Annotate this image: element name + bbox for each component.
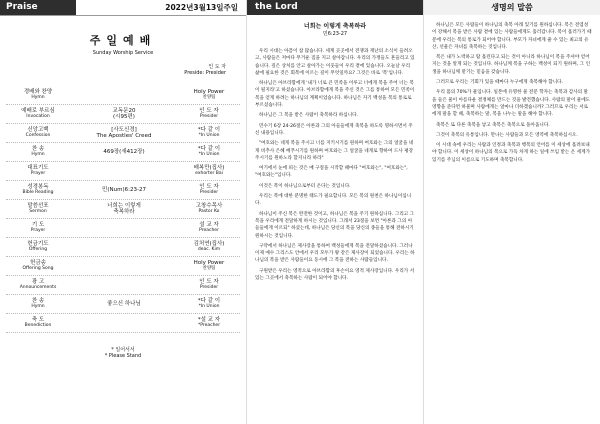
order-item-name-en: Announcements bbox=[19, 285, 57, 290]
order-item-detail-text: 좋으신 하나님 bbox=[107, 300, 141, 307]
order-item-name-text: 축 도 bbox=[31, 316, 45, 323]
order-item-name-text: 헌금기도 bbox=[27, 240, 49, 247]
order-item-leader-text: 설 교 자 bbox=[199, 221, 219, 228]
order-of-service bbox=[6, 86, 240, 333]
life-word-paragraph: 우리 몸의 70%가 물입니다. 일본에 유명한 물 전문 학자는 축복과 감사의 말을 들은 물이 아름다운 결정체를 만드는 것을 발견했습니다. 사람의 말이 물에도 영향을 준다면 하물며 사람에게는 얼마나 더하겠습니까? 그러므로 우리는 서로에게 말을 할 때, 축복하는 말, 복을 나누는 말을 해야 합니다. bbox=[432, 90, 591, 118]
order-item-name-text: 찬 송 bbox=[31, 297, 45, 304]
order-item-leader bbox=[178, 89, 240, 102]
sermon-paragraph: 우리는 복에 대한 분명한 태도가 필요합니다. 모든 복의 원천은 하나님이십니다. bbox=[255, 194, 412, 207]
order-item-detail bbox=[70, 127, 178, 140]
life-word-column bbox=[423, 0, 600, 424]
order-item-leader-en: *Preacher bbox=[197, 323, 221, 328]
sermon-paragraph: 우리 시대는 아픔이 참 많습니다. 세계 곳곳에서 전쟁과 재난의 소식이 들려오고, 사람들은 저마다 무거운 짐을 지고 살아갑니다. 우리의 가정들도 흔들리고 있습니다. 깊은 상처를 안고 살아가는 이웃들이 우리 곁에 있습니다. 오늘날 우리 삶에 필요한 것은 회복에 이르는 길이 무엇일까요? 그것은 바로 '복'입니다. bbox=[255, 49, 415, 76]
presider-top bbox=[6, 64, 240, 76]
order-item-name bbox=[6, 222, 70, 235]
order-item-leader bbox=[178, 260, 240, 273]
order-item-leader-text: *다 같 이 bbox=[197, 297, 221, 304]
order-item-name bbox=[6, 298, 70, 311]
order-item-name bbox=[6, 260, 70, 273]
order-item-leader-text: *다 같 이 bbox=[197, 145, 221, 152]
order-item-leader bbox=[178, 165, 240, 178]
order-item-leader-en: Preacher bbox=[199, 228, 219, 233]
sermon-paragraph: 이것은 복이 하나님으로부터 온다는 것입니다. bbox=[259, 183, 351, 189]
order-item-detail bbox=[70, 203, 178, 216]
order-item-name-en: Confession bbox=[25, 133, 51, 138]
presider-top-ko: 인 도 자 bbox=[208, 64, 226, 70]
life-word-paragraph: 그것이 축복의 유통입니다. 만나는 사람들과 모든 영역에 축복하십시오. bbox=[436, 132, 578, 138]
life-word-paragraph: 축복은 또 다른 축복을 낳고 축복은 축복으로 돌아옵니다. bbox=[436, 122, 550, 128]
order-item-leader-en: 찬양팀 bbox=[202, 95, 216, 100]
order-item-leader-en: Presider bbox=[199, 190, 219, 195]
sermon-body bbox=[247, 41, 423, 282]
praise-label: Praise bbox=[0, 0, 76, 15]
order-item-name-en: Invocation bbox=[26, 114, 50, 119]
order-item-leader bbox=[178, 108, 240, 121]
sermon-column bbox=[246, 0, 423, 424]
sermon-paragraph: 여기에서 눈에 띄는 것은 매 구절을 시작할 때마다 "여호와는", "여호와는", "여호와는"입니다. bbox=[255, 166, 408, 179]
order-item-name bbox=[6, 127, 70, 140]
order-item-leader-en: Pastor Ko bbox=[198, 209, 220, 214]
order-item-detail bbox=[70, 149, 178, 156]
order-item-name-text: 기 도 bbox=[31, 221, 45, 228]
praise-header bbox=[0, 0, 246, 16]
order-item-leader bbox=[178, 298, 240, 311]
order-item-detail-text: [사도신경] The Apostles' Creed bbox=[96, 126, 152, 139]
order-item-leader-en: Presider bbox=[199, 114, 219, 119]
order-item-leader bbox=[178, 241, 240, 254]
order-item-detail-text: 민(Num)6:23-27 bbox=[102, 186, 146, 193]
order-item-name-text: 광 고 bbox=[31, 278, 45, 285]
presider-top-en: Preside: Presider bbox=[184, 70, 226, 76]
order-item-name-en: Offering Song bbox=[22, 266, 54, 271]
sermon-title: 너희는 이렇게 축복하라 bbox=[303, 23, 367, 30]
order-item-leader-en: *In Union bbox=[198, 133, 220, 138]
order-item-leader bbox=[178, 184, 240, 197]
order-item-leader bbox=[178, 317, 240, 330]
order-item-leader-text: 김처연(집사) bbox=[193, 240, 225, 247]
order-item-name bbox=[6, 165, 70, 178]
order-row bbox=[6, 181, 240, 200]
order-item-leader-text: *설 교 자 bbox=[197, 316, 221, 323]
order-item-name-en: Bible Reading bbox=[22, 190, 54, 195]
order-item-name-en: Prayer bbox=[30, 171, 46, 176]
order-item-name-text: 신앙고백 bbox=[27, 126, 49, 133]
order-item-leader-en: deac. Kim bbox=[197, 247, 221, 252]
order-item-leader-text: 인 도 자 bbox=[199, 278, 219, 285]
order-row bbox=[6, 314, 240, 333]
order-row bbox=[6, 295, 240, 314]
order-item-leader-text: Holy Power bbox=[193, 259, 225, 266]
stand-note-en: * Please Stand bbox=[104, 353, 142, 359]
order-item-name-text: 찬 송 bbox=[31, 145, 45, 152]
sermon-paragraph: "여호와는 네게 복을 주시고 너를 지키시기를 원하며 여호와는 그의 얼굴을 네게 비추사 은혜 베푸시기를 원하며 여호와는 그 얼굴을 네게로 향하여 드사 평강 주시기를 원하노라 할지니라 하라" bbox=[255, 141, 414, 161]
order-item-name-en: Sermon bbox=[29, 209, 47, 214]
lord-label: the Lord bbox=[247, 0, 423, 15]
service-date: 2022년3월13일주일 bbox=[165, 3, 238, 12]
sermon-paragraph: 민수기 6장 24-26절은 아론과 그의 아들들에게 축복을 하도록 명하시면서 주신 내용입니다. bbox=[255, 123, 413, 136]
order-row bbox=[6, 276, 240, 295]
order-item-name bbox=[6, 89, 70, 102]
order-item-name-en: Hymn bbox=[31, 95, 45, 100]
stand-note bbox=[6, 347, 240, 359]
order-item-leader bbox=[178, 222, 240, 235]
service-subtitle: Sunday Worship Service bbox=[92, 50, 154, 56]
order-item-name bbox=[6, 317, 70, 330]
order-item-leader-en: 찬양팀 bbox=[202, 266, 216, 271]
order-item-detail bbox=[70, 301, 178, 308]
order-item-leader-en: exhorter Bai bbox=[195, 171, 223, 176]
order-item-name bbox=[6, 203, 70, 216]
life-word-title: 생명의 말씀 bbox=[424, 0, 600, 15]
order-item-detail-text: 너희는 이렇게 축복하라 bbox=[107, 202, 141, 215]
service-title: 주일예배 bbox=[89, 34, 157, 47]
sermon-paragraph: 구원받은 우리는 영적으로 아브라함의 후손이요 영적 제사장입니다. 우리가 서 있는 그곳에서 축복하는 사람이 되어야 합니다. bbox=[255, 268, 415, 282]
order-item-detail-text: 469장(새412장) bbox=[103, 148, 145, 155]
order-item-name bbox=[6, 146, 70, 159]
order-item-detail-text: 교독문20 (시95편) bbox=[112, 107, 136, 120]
order-item-leader-en: Presider bbox=[199, 285, 219, 290]
stand-note-ko: * 일어서서 bbox=[111, 347, 135, 353]
order-item-leader-text: 인 도 자 bbox=[199, 107, 219, 114]
order-item-leader-text: Holy Power bbox=[193, 88, 225, 95]
order-row bbox=[6, 200, 240, 219]
order-row bbox=[6, 257, 240, 276]
life-word-paragraph: 하나님은 모든 사람들이 하나님의 축복 아래 있기를 원하십니다. 복은 전염성이 강해서 복을 받은 사람 곁에 있는 사람들에게도 흘러갑니다. 복이 흘러가기 때문에 우리는 복의 통로가 되어야 합니다. 부모가 자녀에게 줄 수 있는 최고의 유산, 선물은 자녀를 축복하는 것입니다. bbox=[432, 23, 592, 50]
order-row bbox=[6, 86, 240, 105]
order-row bbox=[6, 219, 240, 238]
order-item-name-text: 성경봉독 bbox=[27, 183, 49, 190]
life-word-body bbox=[424, 15, 600, 164]
sermon-paragraph: 하나님은 아브라함에게 '내가 너로 큰 민족을 이루고 너에게 복을 주어 너는 복이 될지라'고 하셨습니다. 아브라함에게 복을 주신 것은 그를 통하여 모든 민족이 복을 얻게 하려는 하나님의 계획이었습니다. 하나님은 자기 백성을 복의 통로로 부르셨습니다. bbox=[255, 81, 415, 109]
order-item-leader-text: *다 같 이 bbox=[197, 126, 221, 133]
order-item-name-text: 헌금송 bbox=[30, 259, 46, 266]
order-item-leader bbox=[178, 146, 240, 159]
order-item-name bbox=[6, 241, 70, 254]
order-item-leader bbox=[178, 279, 240, 292]
order-item-name-en: Prayer bbox=[30, 228, 46, 233]
order-row bbox=[6, 105, 240, 124]
order-item-name-text: 예배로 부르심 bbox=[21, 107, 55, 114]
order-item-name bbox=[6, 184, 70, 197]
order-item-detail bbox=[70, 187, 178, 194]
sermon-paragraph: 하나님이 주신 복은 완전한 것이고, 하나님은 복을 주기 원하십니다. 그리고 그 복을 우리에게 전달하게 하시는 것입니다. 그래서 23절을 보면 "아론과 그의 아들들에게 이르되" 하셨는데, 하나님은 당신의 복을 당신의 종들을 통해 전하시기 원하시는 것입니다. bbox=[255, 211, 415, 239]
order-item-detail bbox=[70, 108, 178, 121]
life-word-paragraph: 그러므로 우리는 기회가 있을 때마다 누구에게 축복해야 합니다. bbox=[436, 80, 564, 86]
order-row bbox=[6, 238, 240, 257]
order-item-name-text: 대표기도 bbox=[27, 164, 49, 171]
order-item-leader-en: *In Union bbox=[198, 304, 220, 309]
order-item-name-text: 말씀선포 bbox=[27, 202, 49, 209]
sermon-paragraph: 구약에서 하나님은 제사장을 통하여 백성들에게 복을 전달하셨습니다. 그러나 이제 예수 그리스도 안에서 우리 모두가 왕 같은 제사장이 되었습니다. 우리는 하나님의 복을 받은 사람들이요 동시에 그 복을 전하는 사람들입니다. bbox=[255, 243, 415, 264]
order-item-name-en: Benediction bbox=[24, 323, 52, 328]
order-item-leader-en: *In Union bbox=[198, 152, 220, 157]
life-word-paragraph: 이 시대 속에 우리는 사람과 인정과 축복과 행복의 언어를 이 세상에 흘려보내야 합니다. 이 세상이 하나님의 복으로 가득 차게 하는 일에 쓰임 받는 온 세계가 있기를 주님의 이름으로 기도하며 축복합니다. bbox=[432, 143, 591, 163]
worship-order-column bbox=[0, 0, 246, 424]
order-item-leader bbox=[178, 203, 240, 216]
order-item-leader bbox=[178, 127, 240, 140]
order-row bbox=[6, 162, 240, 181]
order-item-name bbox=[6, 279, 70, 292]
order-item-name bbox=[6, 108, 70, 121]
order-item-name-en: Hymn bbox=[31, 152, 45, 157]
life-word-paragraph: 복은 내가 노력하고 땀 흘린다고 되는 것이 아니라 하나님이 복을 주셔야 얻어지는 것을 알게 되는 것입니다. 하나님께 복을 구하는 백성이 되기 원하며, 그 인생을 하나님께 맡기는 믿음을 갖습니다. bbox=[432, 55, 591, 75]
order-item-leader-text: 고창수목사 bbox=[195, 202, 223, 209]
order-item-name-en: Offering bbox=[28, 247, 48, 252]
sermon-paragraph: 하나님은 그 복을 받은 사람이 축복하라 하십니다. bbox=[259, 113, 358, 119]
order-item-leader-text: 배복만(집사) bbox=[193, 164, 225, 171]
order-item-leader-text: 인 도 자 bbox=[199, 183, 219, 190]
order-row bbox=[6, 124, 240, 143]
sermon-reference: 민6:23-27 bbox=[322, 31, 348, 37]
order-row bbox=[6, 143, 240, 162]
order-item-name-text: 경배와 찬양 bbox=[23, 88, 53, 95]
order-item-name-en: Hymn bbox=[31, 304, 45, 309]
